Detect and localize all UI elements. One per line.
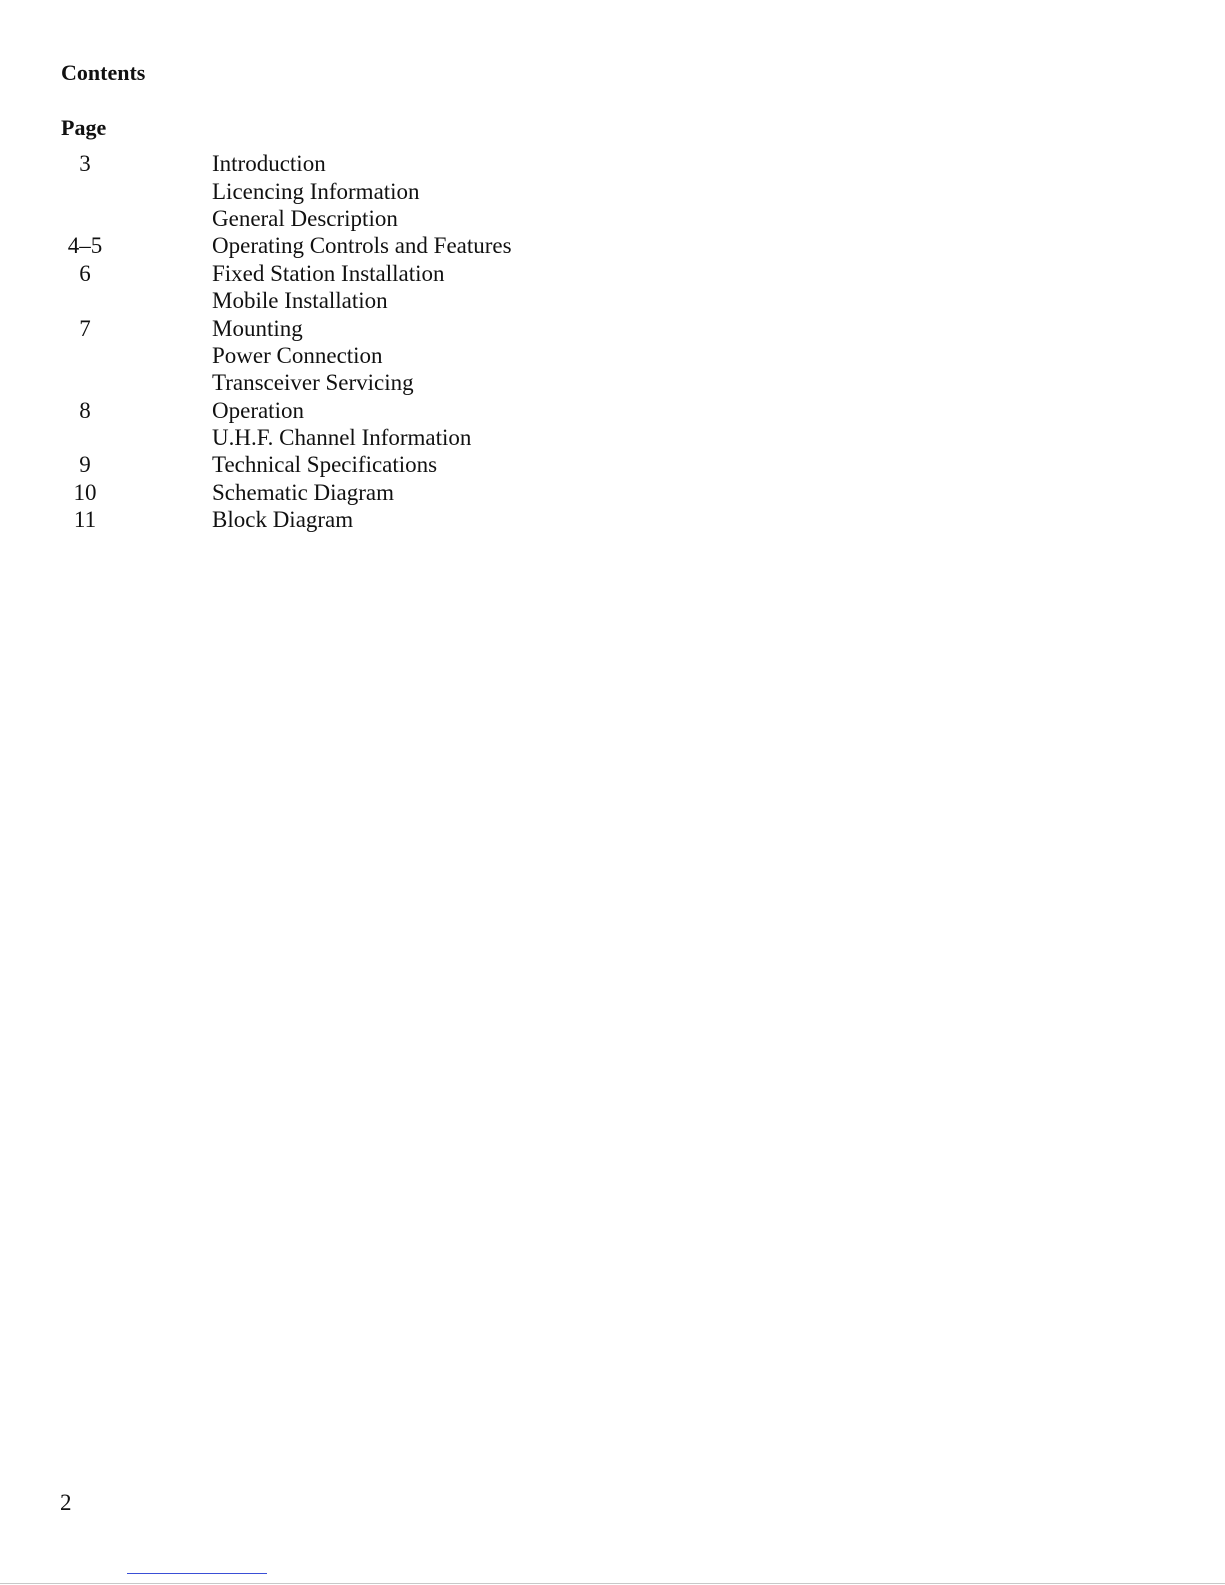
toc-page-number: 6 (79, 260, 91, 286)
toc-entry (61, 205, 621, 232)
toc-entry (61, 506, 621, 533)
toc-page-number: 3 (79, 151, 91, 177)
toc-entry (61, 177, 621, 204)
toc-entry (61, 451, 621, 478)
page-bottom-edge (0, 1583, 1225, 1584)
toc-entry (61, 479, 621, 506)
footer-page-number: 2 (60, 1490, 72, 1515)
toc-title: Operation (212, 397, 304, 423)
toc-title: Operating Controls and Features (212, 233, 512, 259)
toc-entry (61, 314, 621, 341)
toc-page-number: 9 (79, 452, 91, 478)
toc-entry (61, 150, 621, 177)
toc-title: Mobile Installation (212, 288, 388, 314)
toc-page-number: 10 (73, 479, 97, 505)
toc-entry (61, 369, 621, 396)
toc-title: Schematic Diagram (212, 479, 395, 505)
toc-title: Licencing Information (212, 178, 420, 204)
toc-title: U.H.F. Channel Information (212, 425, 472, 451)
toc-entry (61, 424, 621, 451)
toc-title: Block Diagram (212, 507, 354, 533)
toc-entry (61, 260, 621, 287)
toc-title: Mounting (212, 315, 303, 341)
toc-entry (61, 397, 621, 424)
toc-title: Introduction (212, 151, 326, 177)
toc-title: General Description (212, 205, 398, 231)
toc-entry (61, 232, 621, 259)
toc-page-number: 7 (79, 315, 91, 341)
contents-heading: Contents (61, 60, 146, 85)
toc-page-number: 4–5 (67, 233, 103, 259)
toc-page-number: 8 (79, 397, 91, 423)
toc-entry (61, 342, 621, 369)
toc-title: Power Connection (212, 342, 383, 368)
toc-title: Technical Specifications (212, 452, 438, 478)
scan-edge-mark (127, 1573, 267, 1574)
page-column-heading: Page (61, 115, 107, 140)
toc-page-number: 11 (73, 507, 97, 533)
toc-entry (61, 287, 621, 314)
table-of-contents (61, 150, 621, 533)
toc-title: Transceiver Servicing (212, 370, 414, 396)
toc-title: Fixed Station Installation (212, 260, 445, 286)
